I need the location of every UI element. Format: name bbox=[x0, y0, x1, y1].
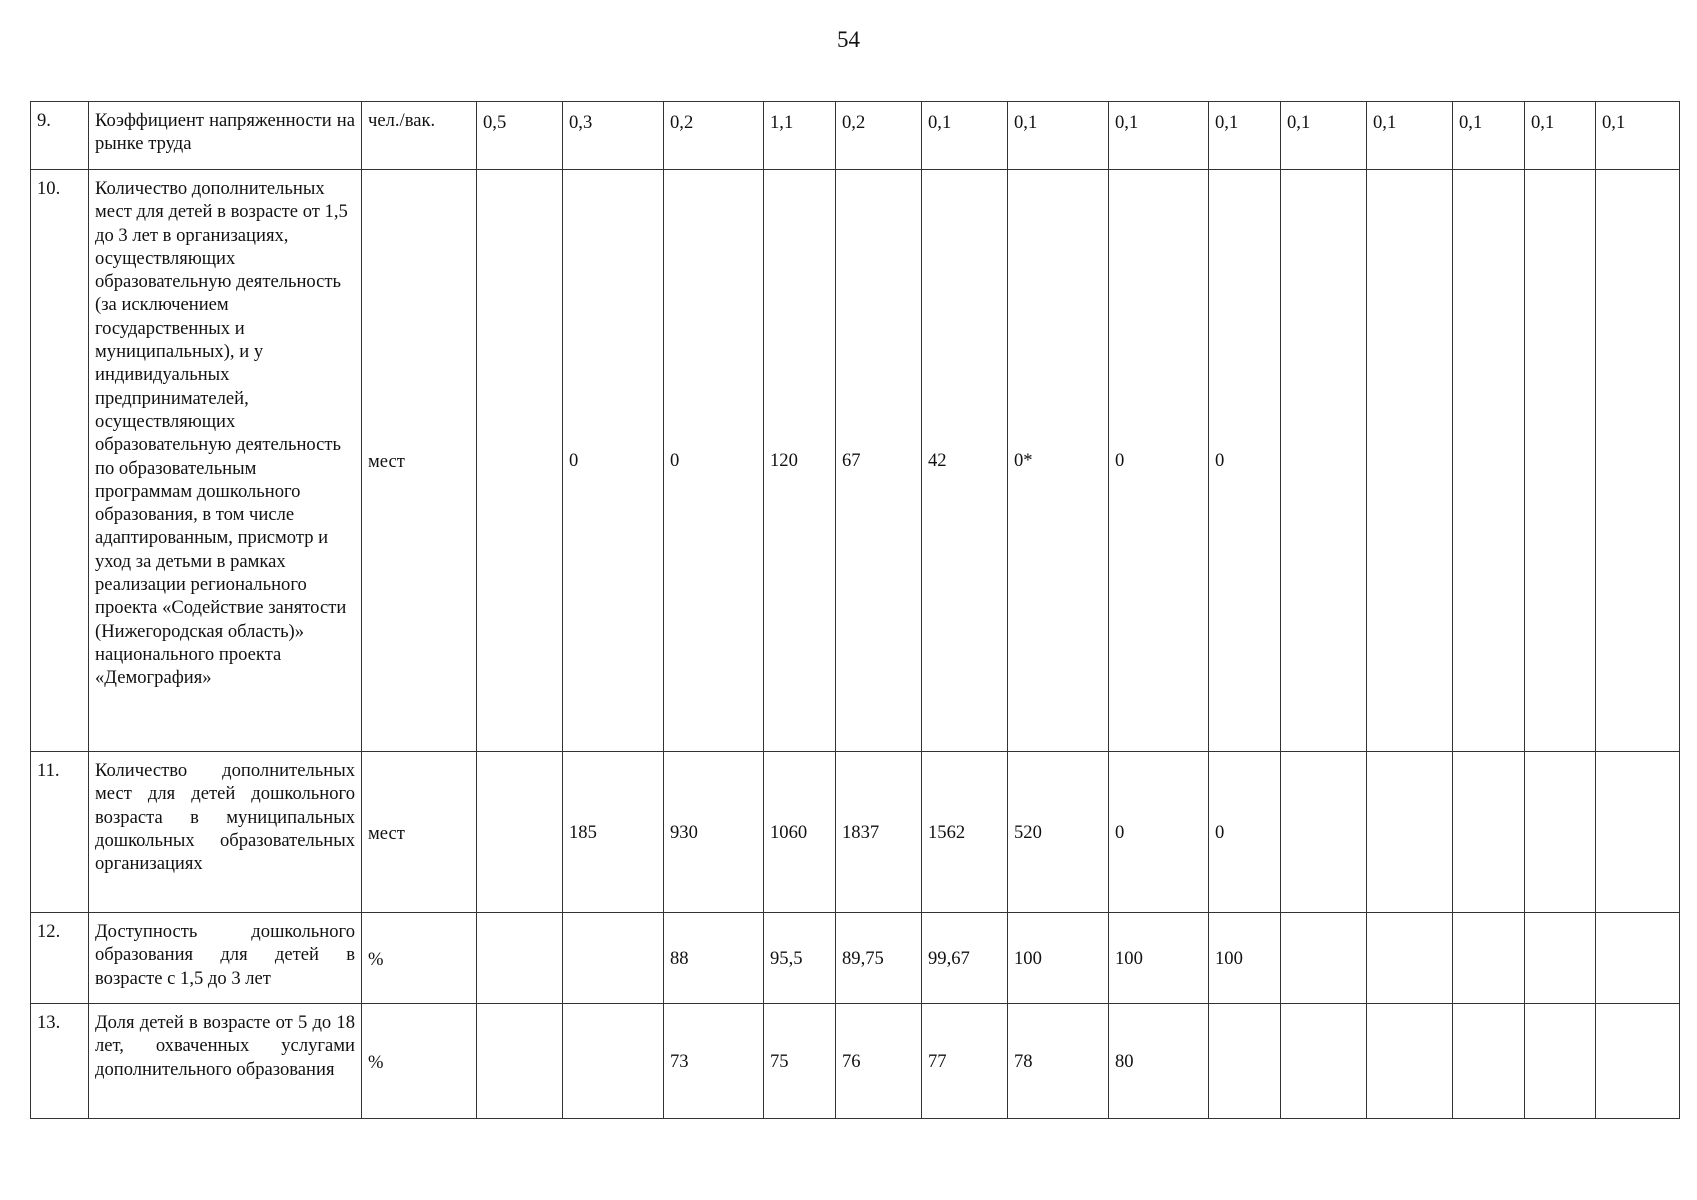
value-cell bbox=[1453, 1004, 1525, 1119]
value-cell: 99,67 bbox=[922, 913, 1008, 1004]
value-cell: 1837 bbox=[836, 752, 922, 913]
value-cell: 100 bbox=[1008, 913, 1109, 1004]
value-cell: 120 bbox=[764, 170, 836, 752]
value-cell: 100 bbox=[1109, 913, 1209, 1004]
indicator-name: Количество дополнительных мест для детей дошкольного возраста в муниципальных дошкольных образовательных организациях bbox=[89, 752, 362, 913]
value-cell: 0,1 bbox=[1525, 102, 1596, 170]
table-body bbox=[31, 102, 1680, 1119]
value-cell: 0* bbox=[1008, 170, 1109, 752]
value-cell: 0,1 bbox=[1008, 102, 1109, 170]
value-cell: 0,1 bbox=[1281, 102, 1367, 170]
value-cell: 930 bbox=[664, 752, 764, 913]
value-cell bbox=[1281, 913, 1367, 1004]
value-cell bbox=[477, 170, 563, 752]
value-cell bbox=[1596, 1004, 1680, 1119]
value-cell: 78 bbox=[1008, 1004, 1109, 1119]
value-cell bbox=[477, 752, 563, 913]
value-cell bbox=[477, 1004, 563, 1119]
value-cell: 89,75 bbox=[836, 913, 922, 1004]
value-cell: 0,1 bbox=[1367, 102, 1453, 170]
value-cell: 80 bbox=[1109, 1004, 1209, 1119]
table-row bbox=[31, 1004, 1680, 1119]
value-cell bbox=[1367, 1004, 1453, 1119]
value-cell bbox=[1367, 752, 1453, 913]
value-cell bbox=[1281, 752, 1367, 913]
row-number: 10. bbox=[31, 170, 89, 752]
value-cell bbox=[477, 913, 563, 1004]
value-cell bbox=[1525, 913, 1596, 1004]
value-cell: 67 bbox=[836, 170, 922, 752]
value-cell: 0 bbox=[1209, 170, 1281, 752]
value-cell: 100 bbox=[1209, 913, 1281, 1004]
indicators-table bbox=[30, 101, 1680, 1119]
value-cell: 0 bbox=[1109, 170, 1209, 752]
row-number: 12. bbox=[31, 913, 89, 1004]
value-cell bbox=[563, 1004, 664, 1119]
value-cell: 0,1 bbox=[1109, 102, 1209, 170]
value-cell: 75 bbox=[764, 1004, 836, 1119]
unit-cell: чел./вак. bbox=[362, 102, 477, 170]
page-number: 54 bbox=[837, 27, 860, 52]
value-cell bbox=[1525, 752, 1596, 913]
value-cell: 0 bbox=[563, 170, 664, 752]
value-cell bbox=[1281, 170, 1367, 752]
value-cell: 185 bbox=[563, 752, 664, 913]
unit-cell: мест bbox=[362, 170, 477, 752]
table-row bbox=[31, 752, 1680, 913]
indicator-name: Доступность дошкольного образования для детей в возрасте с 1,5 до 3 лет bbox=[89, 913, 362, 1004]
indicator-name: Доля детей в возрасте от 5 до 18 лет, охваченных услугами дополнительного образования bbox=[89, 1004, 362, 1119]
value-cell: 0,1 bbox=[922, 102, 1008, 170]
value-cell bbox=[1367, 170, 1453, 752]
value-cell bbox=[1453, 752, 1525, 913]
value-cell: 73 bbox=[664, 1004, 764, 1119]
value-cell: 42 bbox=[922, 170, 1008, 752]
table-row bbox=[31, 170, 1680, 752]
value-cell bbox=[1525, 170, 1596, 752]
value-cell bbox=[1525, 1004, 1596, 1119]
value-cell bbox=[1453, 170, 1525, 752]
unit-cell: мест bbox=[362, 752, 477, 913]
value-cell: 0 bbox=[1109, 752, 1209, 913]
value-cell bbox=[1209, 1004, 1281, 1119]
unit-cell: % bbox=[362, 1004, 477, 1119]
value-cell: 0 bbox=[664, 170, 764, 752]
value-cell: 88 bbox=[664, 913, 764, 1004]
value-cell: 77 bbox=[922, 1004, 1008, 1119]
value-cell: 520 bbox=[1008, 752, 1109, 913]
value-cell bbox=[1367, 913, 1453, 1004]
value-cell: 1060 bbox=[764, 752, 836, 913]
value-cell bbox=[1596, 170, 1680, 752]
unit-cell: % bbox=[362, 913, 477, 1004]
value-cell: 0,1 bbox=[1596, 102, 1680, 170]
value-cell: 1562 bbox=[922, 752, 1008, 913]
row-number: 9. bbox=[31, 102, 89, 170]
value-cell: 76 bbox=[836, 1004, 922, 1119]
value-cell bbox=[1596, 913, 1680, 1004]
value-cell: 0,1 bbox=[1453, 102, 1525, 170]
value-cell bbox=[1281, 1004, 1367, 1119]
value-cell: 0 bbox=[1209, 752, 1281, 913]
value-cell: 95,5 bbox=[764, 913, 836, 1004]
indicator-name: Количество дополнительных мест для детей в возрасте от 1,5 до 3 лет в организациях, осуществляющих образовательную деятельность (за исключением государственных и муниципальных), и у индивидуальных предпринимателей, осуществляющих образовательную деятельность по образовательным программам дошкольного образования, в том числе адаптированным, присмотр и уход за детьми в рамках реализации регионального проекта «Содействие занятости (Нижегородская область)» национального проекта «Демография» bbox=[89, 170, 362, 752]
table-row bbox=[31, 102, 1680, 170]
value-cell: 1,1 bbox=[764, 102, 836, 170]
value-cell: 0,1 bbox=[1209, 102, 1281, 170]
value-cell: 0,5 bbox=[477, 102, 563, 170]
value-cell: 0,2 bbox=[836, 102, 922, 170]
row-number: 11. bbox=[31, 752, 89, 913]
value-cell bbox=[563, 913, 664, 1004]
value-cell bbox=[1453, 913, 1525, 1004]
value-cell: 0,2 bbox=[664, 102, 764, 170]
table-row bbox=[31, 913, 1680, 1004]
indicator-name: Коэффициент напряженности на рынке труда bbox=[89, 102, 362, 170]
row-number: 13. bbox=[31, 1004, 89, 1119]
value-cell: 0,3 bbox=[563, 102, 664, 170]
value-cell bbox=[1596, 752, 1680, 913]
